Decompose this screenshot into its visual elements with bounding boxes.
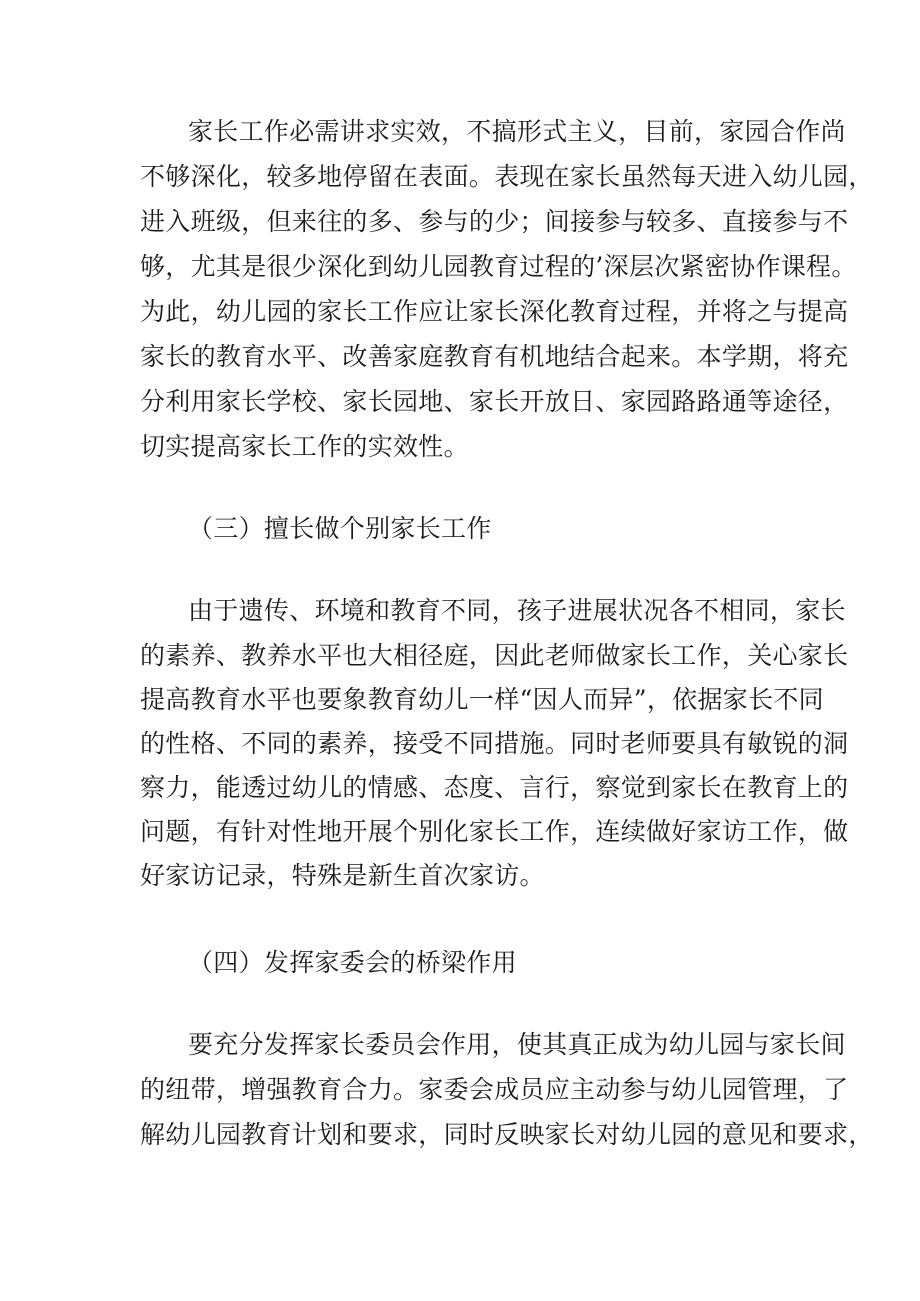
paragraph-2-line-7: 好家访记录，特殊是新生首次家访。: [140, 861, 545, 890]
section-heading-3: （三）擅长做个别家长工作: [188, 514, 492, 543]
paragraph-2-line-6: 问题，有针对性地开展个别化家长工作，连续做好家访工作，做: [140, 817, 849, 846]
paragraph-2-line-1: 由于遗传、环境和教育不同，孩子进展状况各不相同，家长: [188, 596, 846, 625]
paragraph-2-line-2: 的素养、教养水平也大相径庭，因此老师做家长工作，关心家长: [140, 641, 849, 670]
paragraph-2-line-3: 提高教育水平也要象教育幼儿一样“因人而异”，依据家长不同: [140, 685, 824, 714]
paragraph-2-line-5: 察力，能透过幼儿的情感、态度、言行，察觉到家长在教育上的: [140, 773, 849, 802]
paragraph-1-line-2: 不够深化，较多地停留在表面。表现在家长虽然每天进入幼儿园，: [140, 162, 874, 191]
paragraph-1-line-5: 为此，幼儿园的家长工作应让家长深化教育过程，并将之与提高: [140, 297, 849, 326]
paragraph-3-line-2: 的纽带，增强教育合力。家委会成员应主动参与幼儿园管理，了: [140, 1075, 849, 1104]
paragraph-1-line-6: 家长的教育水平、改善家庭教育有机地结合起来。本学期，将充: [140, 342, 849, 371]
paragraph-3-line-1: 要充分发挥家长委员会作用，使其真正成为幼儿园与家长间: [188, 1030, 846, 1059]
paragraph-1-line-8: 切实提高家长工作的实效性。: [140, 432, 469, 461]
section-heading-4: （四）发挥家委会的桥梁作用: [188, 948, 517, 977]
paragraph-1-line-4: 够，尤其是很少深化到幼儿园教育过程的’深层次紧密协作课程。: [140, 252, 857, 281]
paragraph-3-line-3: 解幼儿园教育计划和要求，同时反映家长对幼儿园的意见和要求，: [140, 1120, 874, 1149]
paragraph-2-line-4: 的性格、不同的素养，接受不同措施。同时老师要具有敏锐的洞: [140, 729, 849, 758]
paragraph-1-line-7: 分利用家长学校、家长园地、家长开放日、家园路路通等途径，: [140, 387, 849, 416]
paragraph-1-line-3: 进入班级，但来往的多、参与的少；间接参与较多、直接参与不: [140, 207, 849, 236]
paragraph-1-line-1: 家长工作必需讲求实效，不搞形式主义，目前，家园合作尚: [188, 117, 846, 146]
